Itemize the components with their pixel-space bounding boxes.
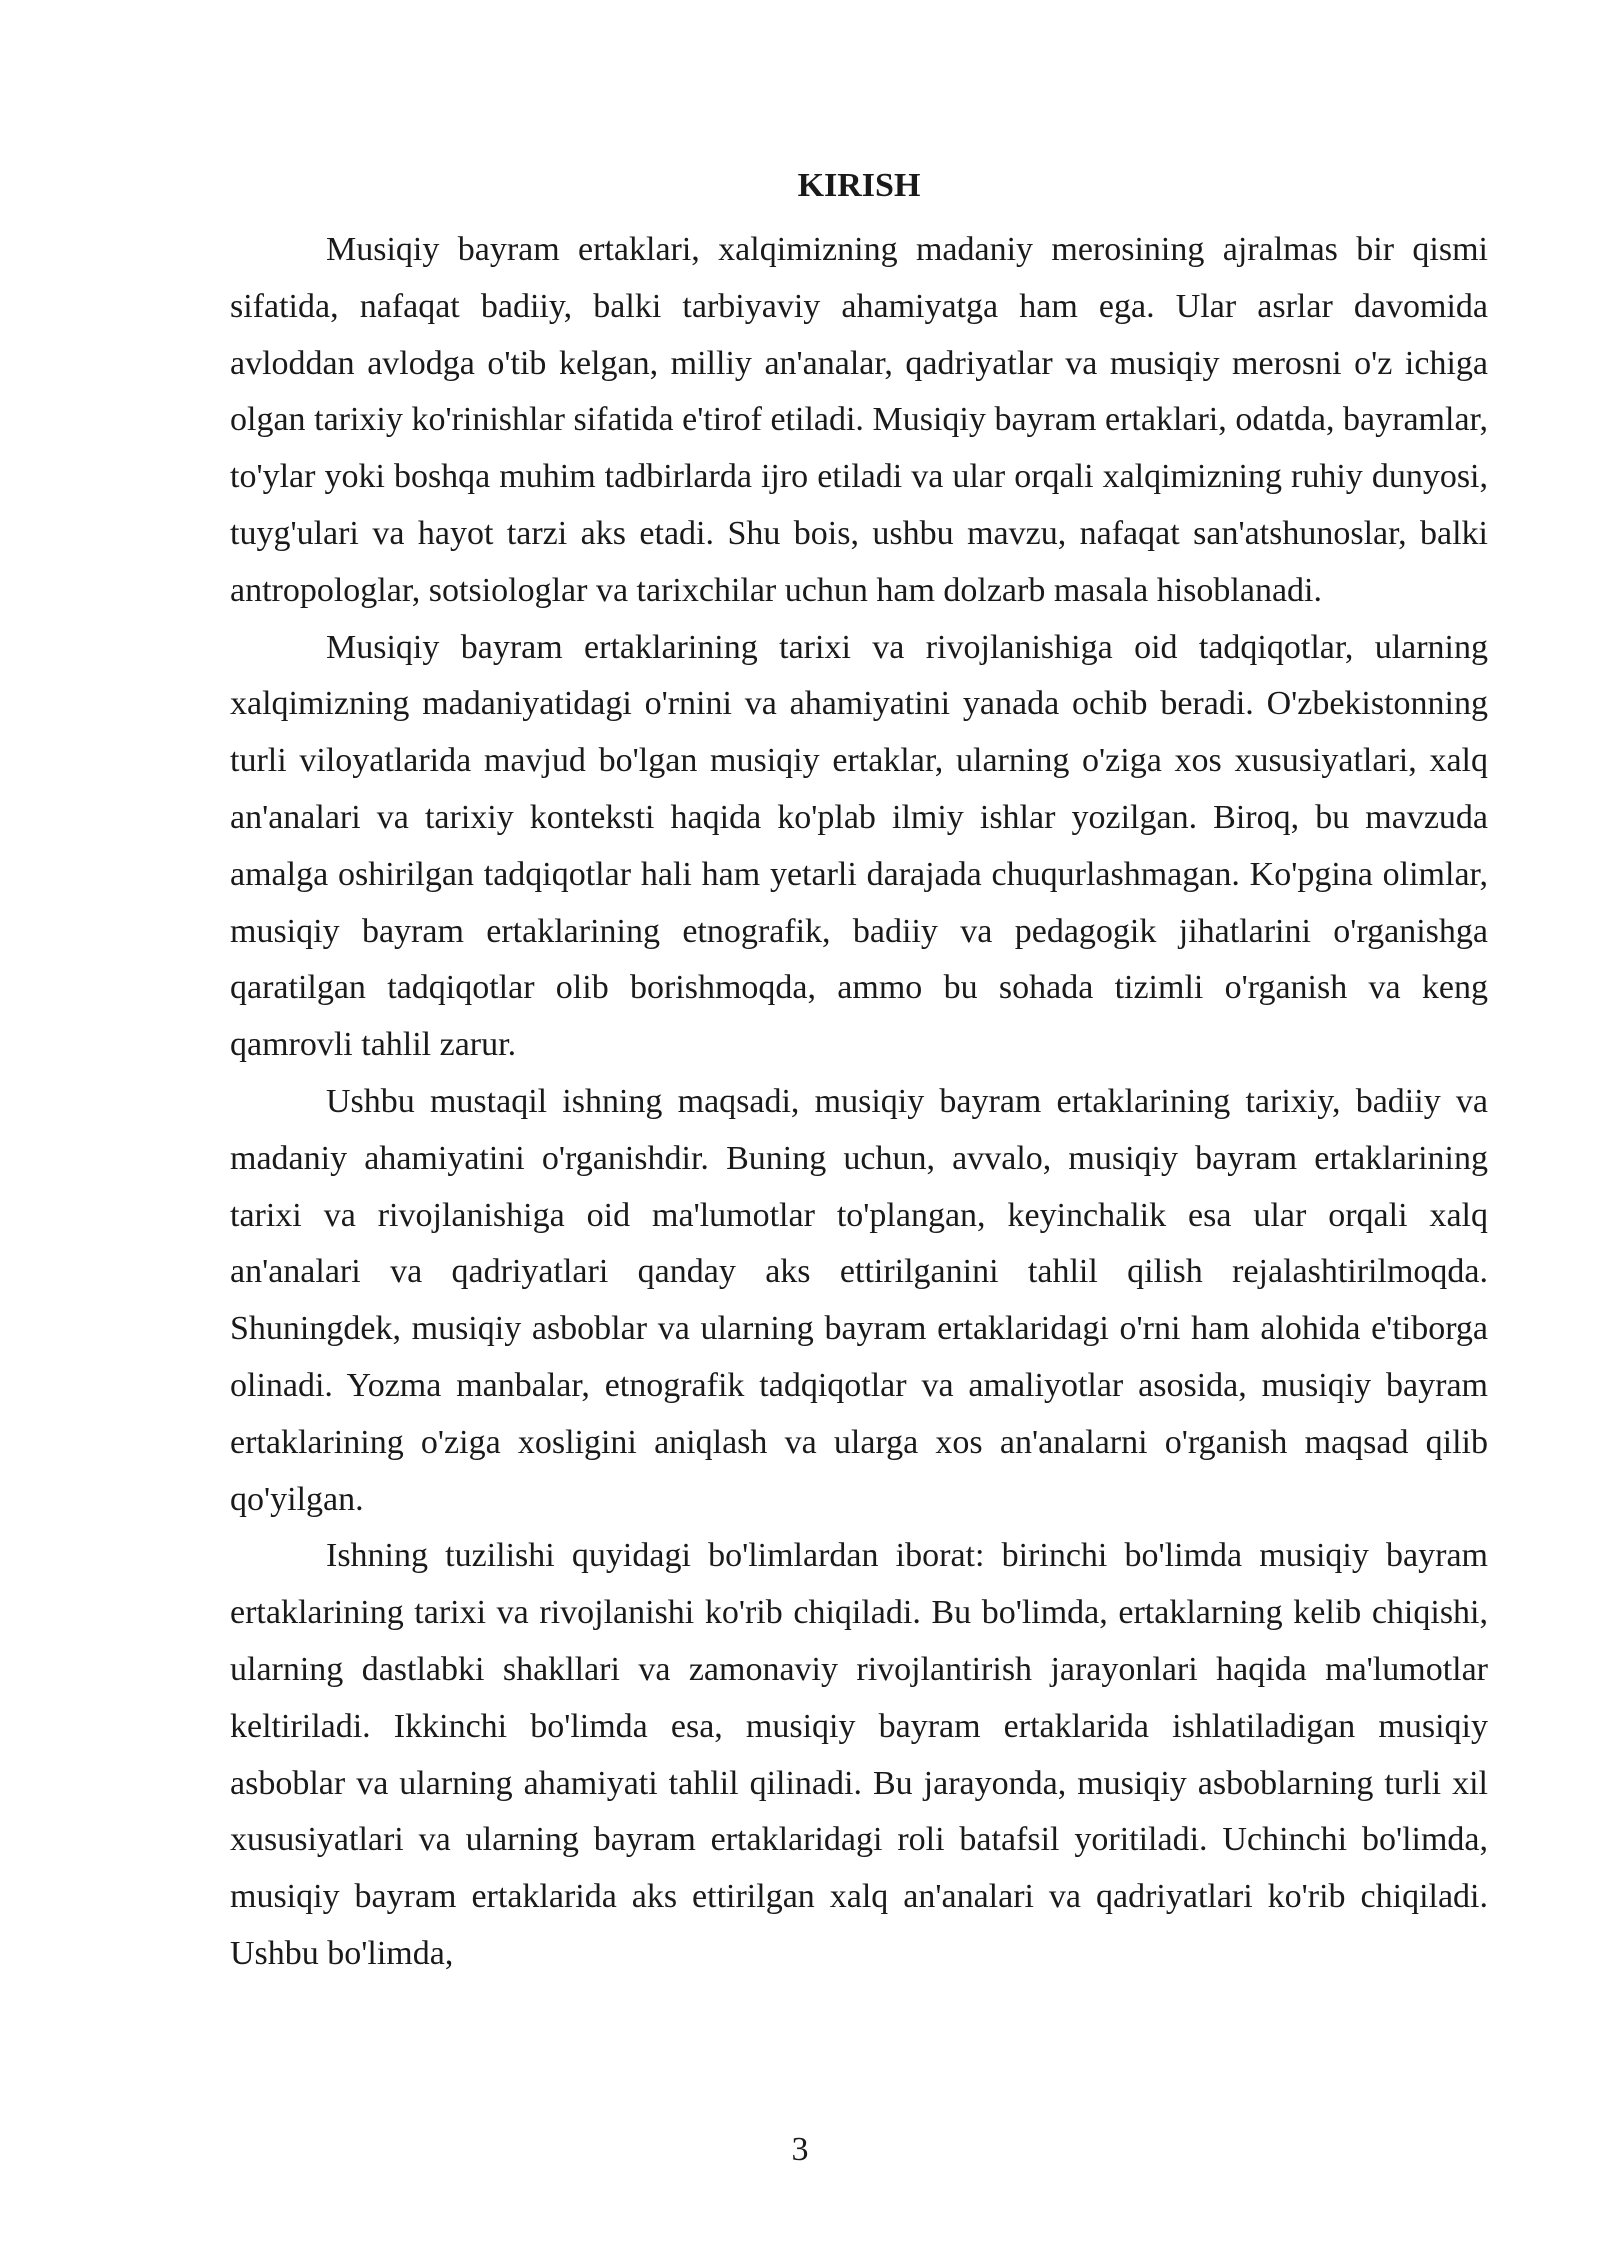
paragraph-3: Ushbu mustaqil ishning maqsadi, musiqiy bayram ertaklarining tarixiy, badiiy va madaniy ahamiyatini o'rganishdir. Buning uchun, avvalo, musiqiy bayram ertaklarining tarixi va rivojlanishiga oid ma'lumotlar to'plangan, keyinchalik esa ular orqali xalq an'analari va qadriyatlari qanday aks ettirilganini tahlil qilish rejalashtirilmoqda. Shuningdek, musiqiy asboblar va ularning bayram ertaklaridagi o'rni ham alohida e'tiborga olinadi. Yozma manbalar, etnografik tadqiqotlar va amaliyotlar asosida, musiqiy bayram ertaklarining o'ziga xosligini aniqlash va ularga xos an'analarni o'rganish maqsad qilib qo'yilgan. — [230, 1082, 1488, 1518]
page-number: 3 — [791, 2131, 809, 2168]
section-title: KIRISH — [797, 167, 921, 204]
paragraph-2: Musiqiy bayram ertaklarining tarixi va rivojlanishiga oid tadqiqotlar, ularning xalqimizning madaniyatidagi o'rnini va ahamiyatini yanada ochib beradi. O'zbekistonning turli viloyatlarida mavjud bo'lgan musiqiy ertaklar, ularning o'ziga xos xususiyatlari, xalq an'analari va tarixiy konteksti haqida ko'plab ilmiy ishlar yozilgan. Biroq, bu mavzuda amalga oshirilgan tadqiqotlar hali ham yetarli darajada chuqurlashmagan. Ko'pgina olimlar, musiqiy bayram ertaklarining etnografik, badiiy va pedagogik jihatlarini o'rganishga qaratilgan tadqiqotlar olib borishmoqda, ammo bu sohada tizimli o'rganish va keng qamrovli tahlil zarur. — [230, 628, 1488, 1064]
page-content — [230, 158, 1488, 1983]
paragraph-4: Ishning tuzilishi quyidagi bo'limlardan iborat: birinchi bo'limda musiqiy bayram ertaklarining tarixi va rivojlanishi ko'rib chiqiladi. Bu bo'limda, ertaklarning kelib chiqishi, ularning dastlabki shakllari va zamonaviy rivojlantirish jarayonlari haqida ma'lumotlar keltiriladi. Ikkinchi bo'limda esa, musiqiy bayram ertaklarida ishlatiladigan musiqiy asboblar va ularning ahamiyati tahlil qilinadi. Bu jarayonda, musiqiy asboblarning turli xil xususiyatlari va ularning bayram ertaklaridagi roli batafsil yoritiladi. Uchinchi bo'limda, musiqiy bayram ertaklarida aks ettirilgan xalq an'analari va qadriyatlari ko'rib chiqiladi. Ushbu bo'limda, — [230, 1537, 1488, 1972]
paragraph-1: Musiqiy bayram ertaklari, xalqimizning madaniy merosining ajralmas bir qismi sifatida, nafaqat badiiy, balki tarbiyaviy ahamiyatga ham ega. Ular asrlar davomida avloddan avlodga o'tib kelgan, milliy an'analar, qadriyatlar va musiqiy merosni o'z ichiga olgan tarixiy ko'rinishlar sifatida e'tirof etiladi. Musiqiy bayram ertaklari, odatda, bayramlar, to'ylar yoki boshqa muhim tadbirlarda ijro etiladi va ular orqali xalqimizning ruhiy dunyosi, tuyg'ulari va hayot tarzi aks etadi. Shu bois, ushbu mavzu, nafaqat san'atshunoslar, balki antropologlar, sotsiologlar va tarixchilar uchun ham dolzarb masala hisoblanadi. — [230, 231, 1488, 609]
